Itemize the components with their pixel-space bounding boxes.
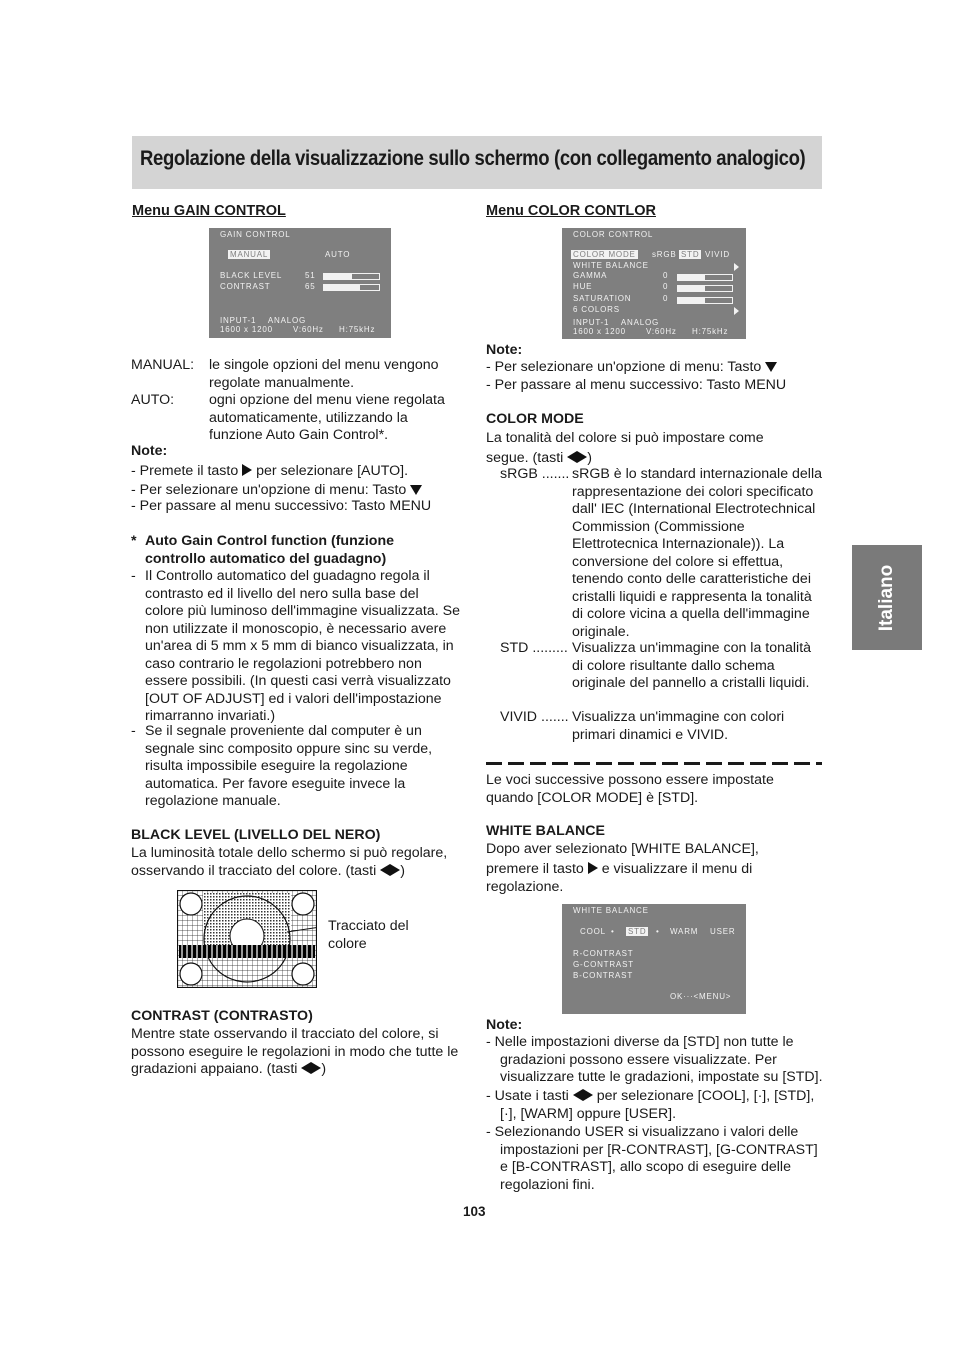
osd-gamma: GAMMA	[573, 271, 608, 280]
osd-contrast-value: 65	[305, 282, 316, 291]
osd-warm: WARM	[670, 927, 699, 936]
auto-gain-bullet-1: Il Controllo automatico del guadagno regola il contrasto ed il livello del nero sulla base del colore più luminoso dell'immagine visualizzata. Se non utilizzate il monoscopio, è necessario avere un'area di 5 mm x 5 mm di bianco visualizzata, in caso contrario le regolazioni potrebbero non essere possibili. (In questi casi verrà visualizzato [OUT OF ADJUST] ed i valori dell'impostazione rimarranno invariati.)	[145, 568, 460, 724]
osd-resolution: 1600 x 1200	[573, 327, 626, 336]
wb-text-a: Dopo aver selezionato [WHITE BALANCE],	[486, 841, 759, 857]
contrast-heading: CONTRAST (CONTRASTO)	[131, 1008, 313, 1024]
right-arrow-icon	[588, 862, 598, 874]
osd-vfreq: V:60Hz	[646, 327, 677, 336]
osd-six-colors: 6 COLORS	[573, 305, 620, 314]
submenu-arrow-icon	[734, 263, 739, 271]
wb-note-3: - Selezionando USER si visualizzano i valori delle impostazioni per [R-CONTRAST], [G-CONTRAST] e [B-CONTRAST], allo scopo di eseguire delle regolazioni fini.	[486, 1124, 818, 1193]
left-arrow-icon	[301, 1062, 311, 1074]
std-note-text: Le voci successive possono essere impostate quando [COLOR MODE] è [STD].	[486, 772, 774, 806]
wb-note-2-pre: - Usate i tasti	[486, 1088, 569, 1104]
osd-title: COLOR CONTROL	[573, 230, 654, 239]
gain-control-osd	[209, 228, 391, 338]
gain-note-1-post: per selezionare [AUTO].	[256, 463, 409, 479]
osd-saturation-bar-fill	[678, 298, 705, 303]
osd-title: GAIN CONTROL	[220, 230, 291, 239]
osd-resolution: 1600 x 1200	[220, 325, 273, 334]
srgb-term: sRGB .......	[500, 466, 570, 482]
gain-note-3: - Per passare al menu successivo: Tasto MENU	[131, 498, 432, 514]
wb-text-b-pre: premere il tasto	[486, 861, 584, 877]
black-level-heading: BLACK LEVEL (LIVELLO DEL NERO)	[131, 827, 381, 843]
std-desc: Visualizza un'immagine con la tonalità di colore risultante dallo schema originale del pannello a cristalli liquidi.	[572, 640, 812, 691]
right-arrow-icon	[577, 451, 587, 463]
color-menu-heading: Menu COLOR CONTLOR	[486, 203, 656, 219]
gain-menu-heading: Menu GAIN CONTROL	[132, 203, 286, 219]
osd-gamma-bar-fill	[678, 275, 705, 280]
osd-hue-value: 0	[663, 282, 669, 291]
color-note-label: Note:	[486, 342, 523, 358]
osd-hue-bar	[677, 285, 733, 292]
wb-text-b-post: e visualizzare il menu di regolazione.	[486, 861, 753, 895]
osd-contrast-label: CONTRAST	[220, 282, 271, 291]
paren-close: )	[400, 862, 405, 879]
osd-contrast-bar-fill	[324, 285, 360, 290]
osd-vfreq: V:60Hz	[293, 325, 324, 334]
left-arrow-icon	[567, 451, 577, 463]
wb-note-2	[486, 1088, 816, 1123]
osd-saturation: SATURATION	[573, 294, 632, 303]
osd-vivid: VIVID	[705, 250, 730, 259]
wb-note-2-post: per selezionare [COOL], [·], [STD], [·], [WARM] oppure [USER].	[500, 1088, 815, 1122]
std-term: STD .........	[500, 640, 568, 656]
gain-note-1	[131, 463, 408, 481]
osd-dot-1: •	[611, 927, 615, 936]
osd-saturation-value: 0	[663, 294, 669, 303]
submenu-arrow-icon	[734, 307, 739, 315]
color-note-2: - Per passare al menu successivo: Tasto MENU	[486, 377, 787, 393]
vivid-term: VIVID .......	[500, 709, 569, 725]
manual-desc: le singole opzioni del menu vengono regolate manualmente.	[209, 357, 439, 391]
osd-hue-bar-fill	[678, 286, 705, 291]
title-banner	[132, 136, 822, 189]
tracciato-label: Tracciato del colore	[328, 918, 409, 952]
gain-note-1-pre: - Premete il tasto	[131, 463, 239, 479]
language-tab	[852, 545, 922, 650]
auto-desc: ogni opzione del menu viene regolata automaticamente, utilizzando la funzione Auto Gain Control*.	[209, 392, 445, 443]
osd-dot-2: •	[656, 927, 660, 936]
down-arrow-icon	[765, 362, 777, 372]
osd-b-contrast: B-CONTRAST	[573, 971, 633, 980]
dashed-divider	[486, 762, 822, 765]
right-arrow-icon	[242, 464, 252, 476]
osd-r-contrast: R-CONTRAST	[573, 949, 634, 958]
osd-cool: COOL	[580, 927, 606, 936]
gain-note-label: Note:	[131, 443, 168, 459]
down-arrow-icon	[410, 485, 422, 495]
color-note-1	[486, 359, 777, 377]
osd-black-label: BLACK LEVEL	[220, 271, 283, 280]
osd-black-bar	[323, 273, 380, 280]
color-mode-text	[486, 429, 806, 468]
osd-hue: HUE	[573, 282, 593, 291]
osd-color-mode: COLOR MODE	[573, 250, 636, 259]
language-tab-label: Italiano	[876, 564, 897, 631]
osd-std: STD	[681, 250, 700, 259]
color-control-osd	[562, 228, 746, 339]
white-balance-heading: WHITE BALANCE	[486, 823, 606, 839]
srgb-desc: sRGB è lo standard internazionale della rappresentazione dei colori specificato dall' IEC (International Electrotechnical Commission (Commissione Elettrotecnica Internazionale)). La conversione del colore si effettua, tenendo conto delle caratteristiche dei cristalli liquidi e rappresenta la tonalità di colore vicina a quella dell'immagine originale.	[572, 466, 823, 640]
wb-text-b	[486, 861, 786, 896]
page-title: Regolazione della visualizzazione sullo schermo (con collegamento analogico)	[140, 146, 806, 170]
osd-black-value: 51	[305, 271, 316, 280]
black-level-text-body: La luminosità totale dello schermo si può regolare, osservando il tracciato del colore. (tasti	[131, 845, 448, 879]
manual-term: MANUAL:	[131, 357, 195, 373]
osd-black-bar-fill	[324, 274, 352, 279]
color-pattern-image	[177, 890, 317, 988]
gain-note-2	[131, 482, 422, 500]
right-arrow-icon	[390, 864, 400, 876]
left-arrow-icon	[380, 864, 390, 876]
white-balance-osd	[562, 904, 746, 1014]
osd-contrast-bar	[323, 284, 380, 291]
osd-title: WHITE BALANCE	[573, 906, 649, 915]
wb-note-label: Note:	[486, 1017, 523, 1033]
auto-term: AUTO:	[131, 392, 175, 408]
paren-close: )	[587, 449, 592, 466]
osd-gamma-value: 0	[663, 271, 669, 280]
auto-gain-title: Auto Gain Control function (funzione controllo automatico del guadagno)	[145, 533, 395, 567]
osd-input: INPUT-1 ANALOG	[220, 316, 307, 325]
osd-saturation-bar	[677, 297, 733, 304]
paren-close: )	[321, 1061, 327, 1077]
osd-hfreq: H:75kHz	[339, 325, 376, 334]
osd-gamma-bar	[677, 274, 733, 281]
osd-user: USER	[710, 927, 736, 936]
left-arrow-icon	[573, 1089, 583, 1101]
osd-input: INPUT-1 ANALOG	[573, 318, 660, 327]
vivid-desc: Visualizza un'immagine con colori primari dinamici e VIVID.	[572, 709, 785, 743]
osd-manual: MANUAL	[230, 250, 269, 259]
color-mode-text-body: La tonalità del colore si può impostare come segue. (tasti	[486, 430, 764, 466]
osd-g-contrast: G-CONTRAST	[573, 960, 634, 969]
bullet-dash-2: -	[131, 723, 136, 739]
osd-ok-menu: OK···<MENU>	[670, 992, 732, 1001]
color-mode-heading: COLOR MODE	[486, 411, 584, 427]
black-level-text	[131, 845, 466, 880]
right-arrow-icon	[311, 1062, 321, 1074]
bullet-dash-1: -	[131, 568, 136, 584]
osd-white-balance: WHITE BALANCE	[573, 261, 649, 270]
page-number: 103	[463, 1204, 486, 1219]
right-arrow-icon	[583, 1089, 593, 1101]
osd-std: STD	[628, 927, 647, 936]
contrast-text-body: Mentre state osservando il tracciato del colore, si possono eseguire le regolazioni in modo che tutte le gradazioni appaiano. (tasti	[131, 1026, 459, 1077]
color-note-1-text: - Per selezionare un'opzione di menu: Tasto	[486, 359, 762, 375]
star-mark: *	[131, 533, 137, 549]
osd-srgb: sRGB	[652, 250, 677, 259]
auto-gain-bullet-2: Se il segnale proveniente dal computer è un segnale sinc composito oppure sinc su verde, risulta impossibile eseguire la regolazione automatica. Per favore eseguite invece la regolazione manuale.	[145, 723, 433, 809]
contrast-text	[131, 1026, 466, 1079]
osd-auto: AUTO	[325, 250, 351, 259]
gain-note-2-text: - Per selezionare un'opzione di menu: Tasto	[131, 482, 407, 498]
osd-hfreq: H:75kHz	[692, 327, 729, 336]
wb-note-1: - Nelle impostazioni diverse da [STD] non tutte le gradazioni possono essere visualizzate. Per visualizzare tutte le gradazioni, impostate su [STD].	[486, 1034, 823, 1085]
